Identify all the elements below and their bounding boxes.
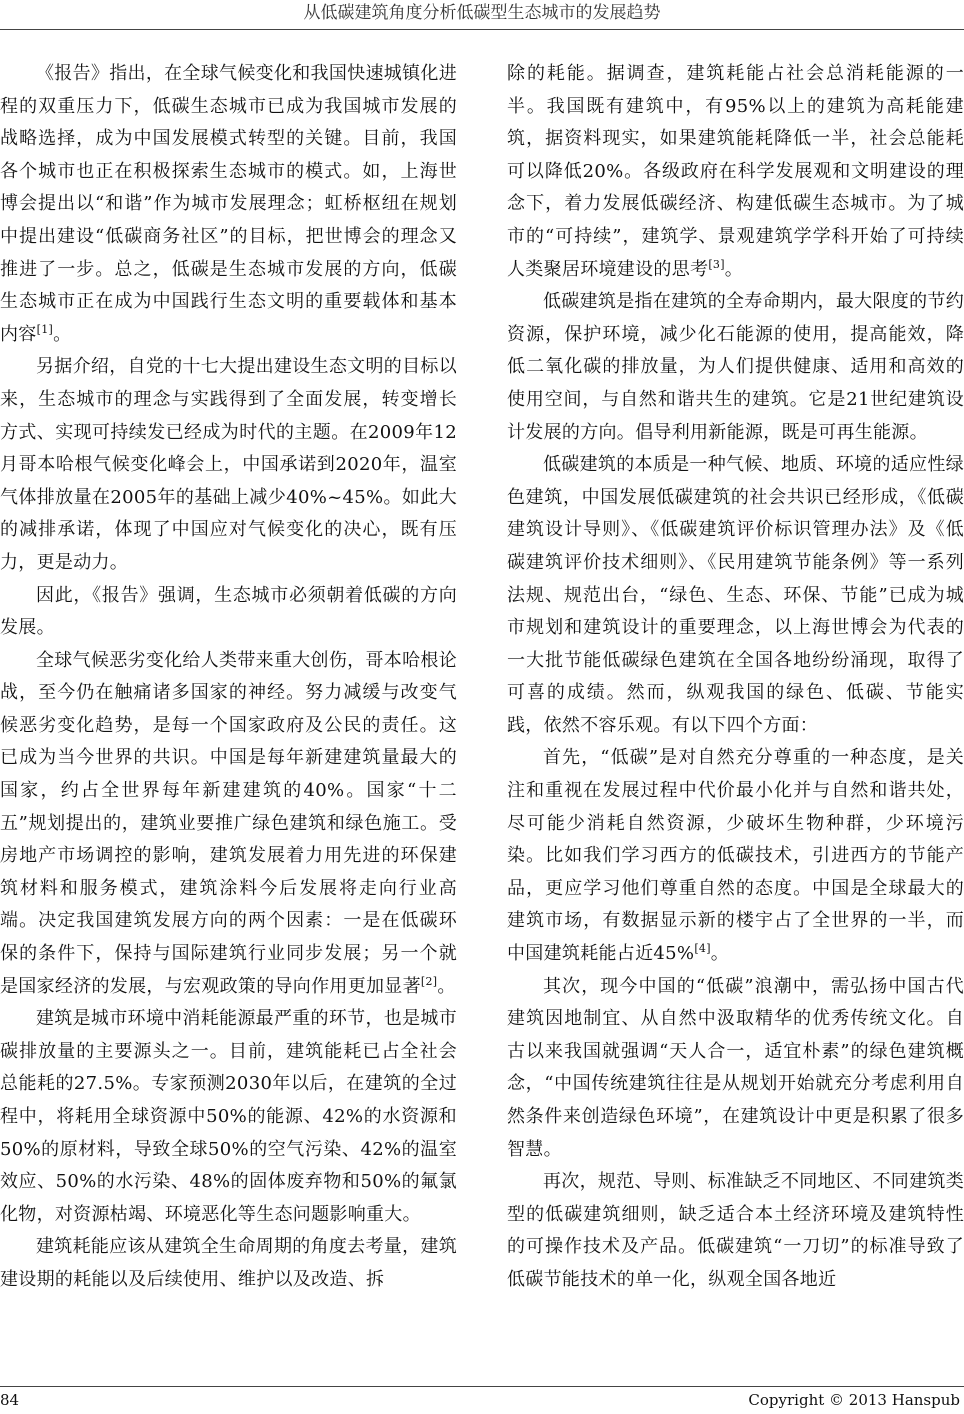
left-column <box>0 58 457 1376</box>
paragraph-text: 因此，《报告》强调，生态城市必须朝着低碳的方向发展。 <box>0 584 457 639</box>
paragraph-text: 全球气候恶劣变化给人类带来重大创伤，哥本哈根论战，至今仍在触痛诸多国家的神经。努力减缓与改变气候恶劣变化趋势，是每一个国家政府及公民的责任。这已成为当今世界的共识。中国是每年新建建筑量最大的国家，约占全世界每年新建建筑的40%。国家“十二五”规划提出的，建筑业要推广绿色建筑和绿色施工。受房地产市场调控的影响，建筑发展着力用先进的环保建筑材料和服务模式，建筑涂料今后发展将走向行业高端。决定我国建筑发展方向的两个因素：一是在低碳环保的条件下，保持与国际建筑行业同步发展；另一个就是国家经济的发展，与宏观政策的导向作用更加显著 <box>0 649 457 997</box>
paragraph <box>507 1166 964 1296</box>
paragraph-text: 另据介绍，自党的十七大提出建设生态文明的目标以来，生态城市的理念与实践得到了全面发展，转变增长方式、实现可持续发已经成为时代的主题。在2009年12月哥本哈根气候变化峰会上，中国承诺到2020年，温室气体排放量在2005年的基础上减少40%~45%。如此大的减排承诺，体现了中国应对气候变化的决心，既有压力，更是动力。 <box>0 356 457 573</box>
page-number: 84 <box>0 1391 20 1409</box>
citation-ref: [4] <box>694 942 711 956</box>
paragraph <box>0 351 457 579</box>
paragraph-text: 建筑是城市环境中消耗能源最严重的环节，也是城市碳排放量的主要源头之一。目前，建筑能耗已占全社会总能耗的27.5%。专家预测2030年以后，在建筑的全过程中，将耗用全球资源中50%的能源、42%的水资源和50%的原材料，导致全球50%的空气污染、42%的温室效应、50%的水污染、48%的固体废弃物和50%的氟氯化物，对资源枯竭、环境恶化等生态问题影响重大。 <box>0 1008 457 1225</box>
right-column <box>507 58 964 1376</box>
paragraph <box>0 1231 457 1296</box>
paragraph-text: 建筑耗能应该从建筑全生命周期的角度去考量，建筑建设期的耗能以及后续使用、维护以及改造、拆 <box>0 1236 457 1290</box>
paragraph-continued <box>507 58 964 286</box>
paragraph-text: 其次，现今中国的“低碳”浪潮中，需弘扬中国古代建筑因地制宜、从自然中汲取精华的优秀传统文化。自古以来我国就强调“天人合一，适宜朴素”的绿色建筑概念，“中国传统建筑往往是从规划开始就充分考虑利用自然条件来创造绿色环境”，在建筑设计中更是积累了很多智慧。 <box>507 975 964 1160</box>
paragraph <box>0 58 457 351</box>
citation-ref: [2] <box>420 974 438 988</box>
paragraph <box>0 1003 457 1231</box>
paragraph-text: 低碳建筑的本质是一种气候、地质、环境的适应性绿色建筑，中国发展低碳建筑的社会共识已经形成，《低碳建筑设计导则》、《低碳建筑评价标识管理办法》及《低碳建筑评价技术细则》、《民用建筑节能条例》等一系列法规、规范出台，“绿色、生态、环保、节能”已成为城市规划和建筑设计的重要理念，以上海世博会为代表的一大批节能低碳绿色建筑在全国各地纷纷涌现，取得了可喜的成绩。然而，纵观我国的绿色、低碳、节能实践，依然不容乐观。有以下四个方面： <box>507 454 964 736</box>
paragraph <box>507 742 964 970</box>
paragraph <box>507 971 964 1167</box>
paragraph <box>0 580 457 645</box>
header-rule <box>0 29 964 30</box>
running-header: 从低碳建筑角度分析低碳型生态城市的发展趋势 <box>303 3 661 23</box>
paragraph-tail: 。 <box>53 323 72 345</box>
paragraph-text: 再次，规范、导则、标准缺乏不同地区、不同建筑类型的低碳建筑细则，缺乏适合本土经济环境及建筑特性的可操作技术及产品。低碳建筑“一刀切”的标准导致了低碳节能技术的单一化，纵观全国各地近 <box>507 1171 964 1290</box>
paragraph-tail: 。 <box>710 943 730 965</box>
footer-rule <box>0 1386 964 1387</box>
paragraph-text: 低碳建筑是指在建筑的全寿命期内，最大限度的节约资源，保护环境，减少化石能源的使用，提高能效，降低二氧化碳的排放量，为人们提供健康、适用和高效的使用空间，与自然和谐共生的建筑。它是21世纪建筑设计发展的方向。倡导利用新能源，既是可再生能源。 <box>507 291 964 443</box>
paragraph-tail: 。 <box>437 975 456 997</box>
paragraph-text: 除的耗能。据调查，建筑耗能占社会总消耗能源的一半。我国既有建筑中，有95%以上的建筑为高耗能建筑，据资料现实，如果建筑能耗降低一半，社会总能耗可以降低20%。各级政府在科学发展观和文明建设的理念下，着力发展低碳经济、构建低碳生态城市。为了城市的“可持续”，建筑学、景观建筑学学科开始了可持续人类聚居环境建设的思考 <box>507 63 964 280</box>
paragraph-text: 首先，“低碳”是对自然充分尊重的一种态度，是关注和重视在发展过程中代价最小化并与自然和谐共处，尽可能少消耗自然资源，少破坏生物种群，少环境污染。比如我们学习西方的低碳技术，引进西方的节能产品，更应学习他们尊重自然的态度。中国是全球最大的建筑市场，有数据显示新的楼宇占了全世界的一半，而中国建筑耗能占近45% <box>507 747 964 965</box>
citation-ref: [1] <box>36 322 54 336</box>
citation-ref: [3] <box>708 257 725 271</box>
paragraph-tail: 。 <box>724 258 744 280</box>
copyright-notice: Copyright © 2013 Hanspub <box>748 1391 960 1409</box>
paragraph-text: 《报告》指出，在全球气候变化和我国快速城镇化进程的双重压力下，低碳生态城市已成为我国城市发展的战略选择，成为中国发展模式转型的关键。目前，我国各个城市也正在积极探索生态城市的模式。如，上海世博会提出以“和谐”作为城市发展理念；虹桥枢纽在规划中提出建设“低碳商务社区”的目标，把世博会的理念又推进了一步。总之，低碳是生态城市发展的方向，低碳生态城市正在成为中国践行生态文明的重要载体和基本内容 <box>0 63 457 345</box>
paragraph <box>507 449 964 742</box>
paragraph <box>0 645 457 1004</box>
paragraph <box>507 286 964 449</box>
